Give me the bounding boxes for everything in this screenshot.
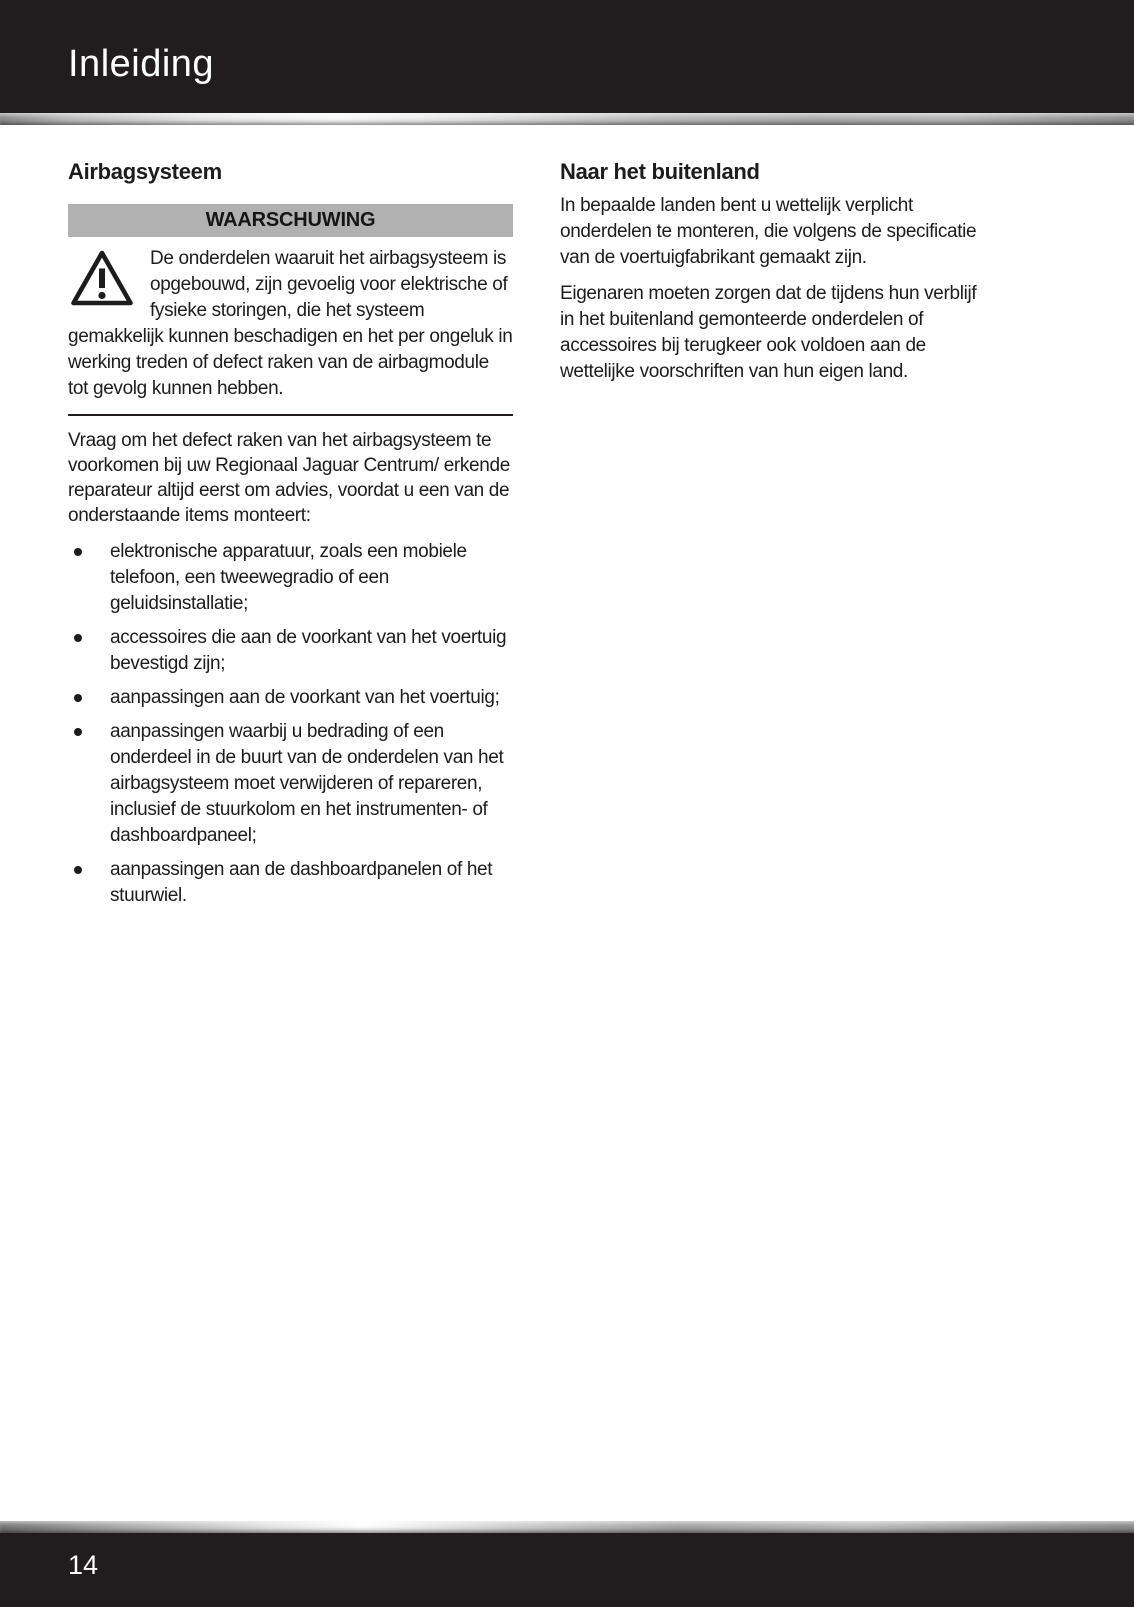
paragraph: In bepaalde landen bent u wettelijk verplicht onderdelen te monteren, die volgens de specificatie van de voertuigfabrikant gemaakt zijn. <box>560 195 977 268</box>
header-metallic-strip <box>0 113 1134 125</box>
warning-title-bar: WAARSCHUWING <box>68 204 513 237</box>
page-footer <box>0 1533 1134 1607</box>
bullet-marker <box>74 866 82 874</box>
warning-text: De onderdelen waaruit het airbagsysteem is opgebouwd, zijn gevoelig voor elektrische of fysieke storingen, die het systeem gemakkelijk kunnen beschadigen en het per ongeluk in werking treden of defect raken van de airbagmodule tot gevolg kunnen hebben. <box>68 248 513 399</box>
list-item-text: elektronische apparatuur, zoals een mobiele telefoon, een tweewegradio of een geluidsinstallatie; <box>110 541 467 614</box>
bullet-marker <box>74 548 82 556</box>
list-item <box>68 857 513 909</box>
footer-metallic-strip <box>0 1521 1134 1533</box>
intro-paragraph: Vraag om het defect raken van het airbagsysteem te voorkomen bij uw Regionaal Jaguar Centrum/ erkende reparateur altijd eerst om advies, voordat u een van de onderstaande items monteert: <box>68 430 510 526</box>
list-item-text: accessoires die aan de voorkant van het voertuig bevestigd zijn; <box>110 627 507 674</box>
warning-box-body <box>68 237 513 416</box>
list-item <box>68 625 513 677</box>
right-column <box>560 161 990 385</box>
page-number: 14 <box>68 1550 99 1580</box>
list-item-text: aanpassingen aan de dashboardpanelen of het stuurwiel. <box>110 859 493 906</box>
section-title-airbagsystem: Airbagsysteem <box>68 159 222 184</box>
chapter-title: Inleiding <box>68 43 215 85</box>
bullet-list <box>68 539 513 909</box>
bullet-marker <box>74 728 82 736</box>
bullet-marker <box>74 634 82 642</box>
list-item <box>68 539 513 617</box>
left-column <box>68 161 513 909</box>
list-item <box>68 685 513 711</box>
warning-triangle-icon <box>70 249 134 307</box>
page-header <box>0 0 1134 113</box>
list-item <box>68 719 513 849</box>
section-title-abroad: Naar het buitenland <box>560 159 760 184</box>
list-item-text: aanpassingen aan de voorkant van het voertuig; <box>110 687 500 708</box>
abroad-paragraphs <box>560 193 990 385</box>
list-item-text: aanpassingen waarbij u bedrading of een onderdeel in de buurt van de onderdelen van het airbagsysteem moet verwijderen of repareren, inclusief de stuurkolom en het instrumenten- of dashboardpaneel; <box>110 721 504 846</box>
paragraph: Eigenaren moeten zorgen dat de tijdens hun verblijf in het buitenland gemonteerde onderdelen of accessoires bij terugkeer ook voldoen aan de wettelijke voorschriften van hun eigen land. <box>560 283 977 382</box>
bullet-marker <box>74 694 82 702</box>
